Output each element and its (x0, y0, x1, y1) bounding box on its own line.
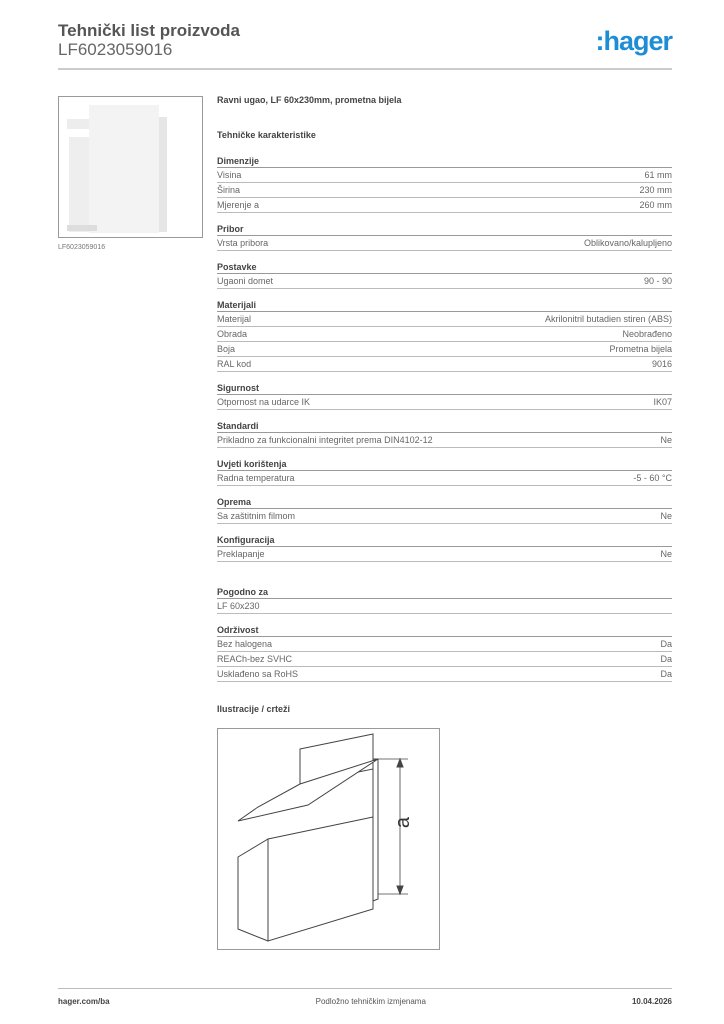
spec-value: IK07 (653, 397, 672, 407)
spec-value: 230 mm (639, 185, 672, 195)
tech-heading: Tehničke karakteristike (217, 130, 316, 140)
section-title: Uvjeti korištenja (217, 457, 672, 471)
spec-row (217, 509, 672, 524)
spec-section (217, 495, 672, 524)
spec-label: Usklađeno sa RoHS (217, 669, 299, 679)
spec-section (217, 154, 672, 213)
spec-row (217, 236, 672, 251)
spec-label: Radna temperatura (217, 473, 295, 483)
spec-value: -5 - 60 °C (633, 473, 672, 483)
spec-label: Sa zaštitnim filmom (217, 511, 296, 521)
spec-row (217, 342, 672, 357)
spec-label: Širina (217, 185, 241, 195)
spec-label: Boja (217, 344, 236, 354)
spec-value: 90 - 90 (643, 276, 672, 286)
spec-section (217, 623, 672, 682)
spec-value: 61 mm (644, 170, 672, 180)
spec-row (217, 198, 672, 213)
spec-value: 9016 (651, 359, 672, 369)
spec-row (217, 667, 672, 682)
spec-value: Oblikovano/kalupljeno (583, 238, 672, 248)
spec-section (217, 381, 672, 410)
footer (58, 988, 672, 1006)
spec-value: 260 mm (639, 200, 672, 210)
spec-value: Da (660, 639, 672, 649)
spec-value: Ne (660, 549, 672, 559)
section-title: Standardi (217, 419, 672, 433)
spec-section (217, 419, 672, 448)
spec-value: Da (660, 669, 672, 679)
header-divider (58, 68, 672, 70)
section-title: Pribor (217, 222, 672, 236)
spec-row (217, 168, 672, 183)
illustration-heading: Ilustracije / crteži (217, 704, 291, 714)
spec-label: Otpornost na udarce IK (217, 397, 311, 407)
spec-value: Ne (660, 511, 672, 521)
spec-row (217, 637, 672, 652)
footer-date: 10.04.2026 (631, 997, 672, 1006)
product-code: LF6023059016 (58, 40, 173, 59)
spec-row (217, 183, 672, 198)
product-name: Ravni ugao, LF 60x230mm, prometna bijela (217, 95, 402, 105)
spec-label: LF 60x230 (217, 601, 260, 611)
section-title: Materijali (217, 298, 672, 312)
section-title: Konfiguracija (217, 533, 672, 547)
spec-label: Visina (217, 170, 242, 180)
spec-row (217, 547, 672, 562)
spec-label: Ugaoni domet (217, 276, 274, 286)
spec-label: Mjerenje a (217, 200, 260, 210)
dimension-label: a (392, 816, 415, 829)
spec-section (217, 585, 672, 614)
photo-caption: LF6023059016 (58, 244, 106, 251)
section-title: Pogodno za (217, 585, 672, 599)
spec-row (217, 471, 672, 486)
spec-section (217, 222, 672, 251)
spec-section (217, 457, 672, 486)
spec-label: Vrsta pribora (217, 238, 269, 248)
spec-label: Obrada (217, 329, 248, 339)
spec-label: Prikladno za funkcionalni integritet prema DIN4102-12 (217, 435, 433, 445)
page-title: Tehnički list proizvoda (58, 21, 240, 40)
spec-value: Neobrađeno (622, 329, 672, 339)
spec-value: Ne (660, 435, 672, 445)
spec-row (217, 357, 672, 372)
spec-label: REACh-bez SVHC (217, 654, 293, 664)
spec-row (217, 433, 672, 448)
section-title: Održivost (217, 623, 672, 637)
section-title: Postavke (217, 260, 672, 274)
spec-label: RAL kod (217, 359, 252, 369)
spec-label: Materijal (217, 314, 252, 324)
spec-section (217, 533, 672, 562)
product-photo (58, 96, 203, 238)
spec-row (217, 395, 672, 410)
section-title: Sigurnost (217, 381, 672, 395)
hager-logo: :hager (595, 26, 672, 56)
footer-website[interactable]: hager.com/ba (58, 997, 110, 1006)
spec-row (217, 312, 672, 327)
spec-label: Bez halogena (217, 639, 273, 649)
spec-value: Da (660, 654, 672, 664)
spec-row (217, 652, 672, 667)
spec-value: Prometna bijela (609, 344, 672, 354)
spec-row (217, 327, 672, 342)
spec-content (217, 95, 672, 714)
spec-section (217, 260, 672, 289)
spec-label: Preklapanje (217, 549, 265, 559)
technical-drawing (217, 728, 440, 950)
section-title: Oprema (217, 495, 672, 509)
section-title: Dimenzije (217, 154, 672, 168)
spec-row (217, 599, 672, 614)
spec-section (217, 298, 672, 372)
spec-row (217, 274, 672, 289)
spec-value: Akrilonitril butadien stiren (ABS) (544, 314, 672, 324)
footer-note: Podložno tehničkim izmjenama (315, 997, 426, 1006)
